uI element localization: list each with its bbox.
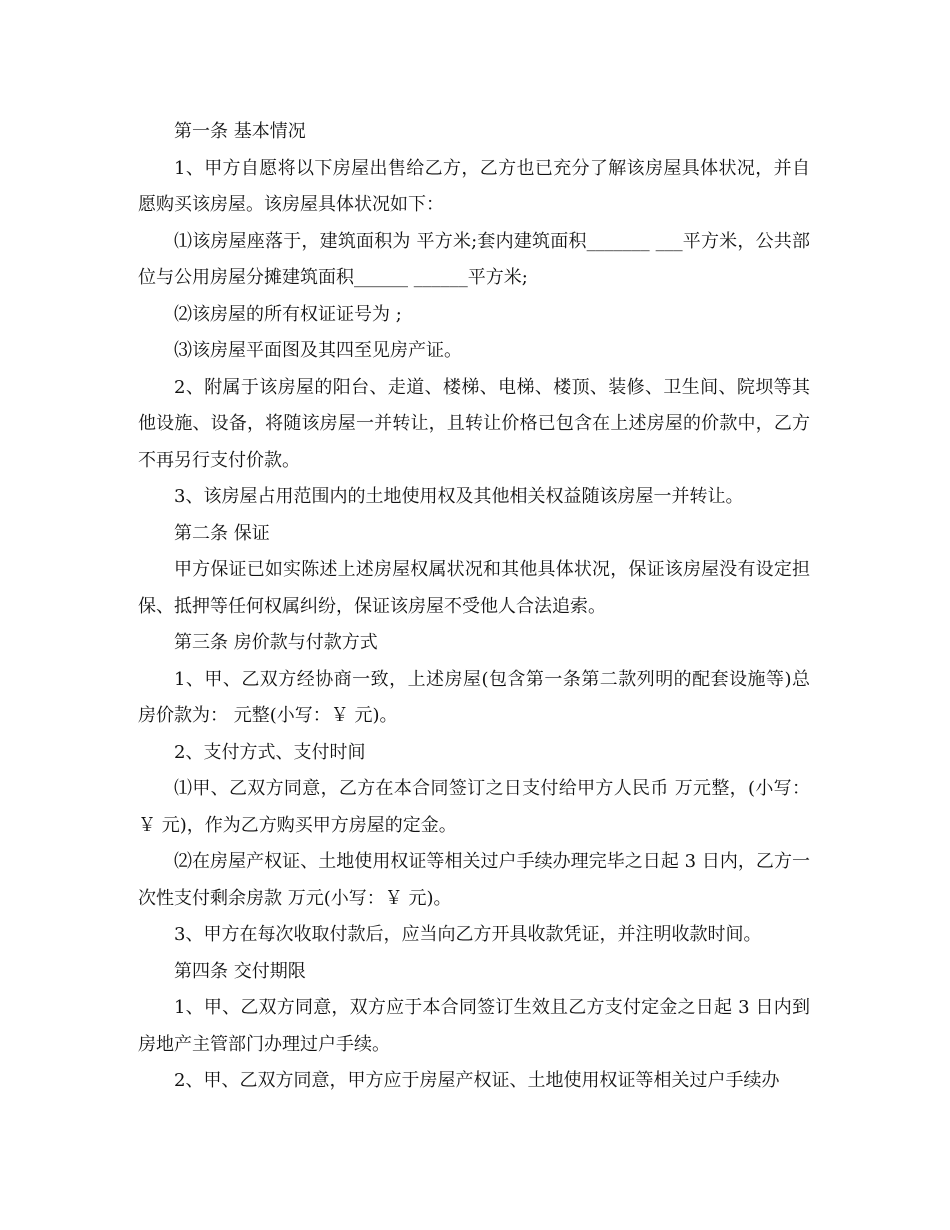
- paragraph: 1、甲、乙双方经协商一致，上述房屋(包含第一条第二款列明的配套设施等)总房价款为： 元整(小写：￥ 元)。: [138, 668, 810, 726]
- paragraph: 2、支付方式、支付时间: [174, 741, 366, 763]
- article-1-heading: 第一条 基本情况: [174, 121, 306, 142]
- article-4-heading: 第四条 交付期限: [174, 960, 306, 982]
- paragraph: 2、附属于该房屋的阳台、走道、楼梯、电梯、楼顶、装修、卫生间、院坝等其他设施、设备，将随该房屋一并转让，且转让价格已包含在上述房屋的价款中，乙方不再另行支付价款。: [138, 376, 810, 471]
- paragraph: 1、甲、乙双方同意，双方应于本合同签订生效且乙方支付定金之日起 3 日内到房地产主管部门办理过户手续。: [138, 997, 810, 1055]
- paragraph: 3、该房屋占用范围内的土地使用权及其他相关权益随该房屋一并转让。: [174, 486, 744, 507]
- paragraph: ⑵在房屋产权证、土地使用权证等相关过户手续办理完毕之日起 3 日内，乙方一次性支付剩余房款 万元(小写：￥ 元)。: [138, 851, 810, 909]
- document-body: [138, 114, 810, 1100]
- paragraph: ⑵该房屋的所有权证证号为 ;: [174, 303, 402, 325]
- paragraph: ⑶该房屋平面图及其四至见房产证。: [174, 340, 462, 361]
- paragraph: ⑴甲、乙双方同意，乙方在本合同签订之日支付给甲方人民币 万元整，(小写：￥ 元)，作为乙方购买甲方房屋的定金。: [138, 778, 810, 836]
- paragraph: 3、甲方在每次收取付款后，应当向乙方开具收款凭证，并注明收款时间。: [174, 924, 762, 945]
- paragraph: 1、甲方自愿将以下房屋出售给乙方，乙方也已充分了解该房屋具体状况，并自愿购买该房屋。该房屋具体状况如下：: [138, 157, 810, 215]
- paragraph: ⑴该房屋座落于，建筑面积为 平方米;套内建筑面积_______ ___平方米，公共部位与公用房屋分摊建筑面积______ ______平方米;: [138, 230, 810, 288]
- paragraph: 甲方保证已如实陈述上述房屋权属状况和其他具体状况，保证该房屋没有设定担保、抵押等任何权属纠纷，保证该房屋不受他人合法追索。: [138, 559, 810, 617]
- article-3-heading: 第三条 房价款与付款方式: [174, 632, 378, 653]
- paragraph: 2、甲、乙双方同意，甲方应于房屋产权证、土地使用权证等相关过户手续办: [174, 1070, 780, 1091]
- article-2-heading: 第二条 保证: [174, 522, 270, 544]
